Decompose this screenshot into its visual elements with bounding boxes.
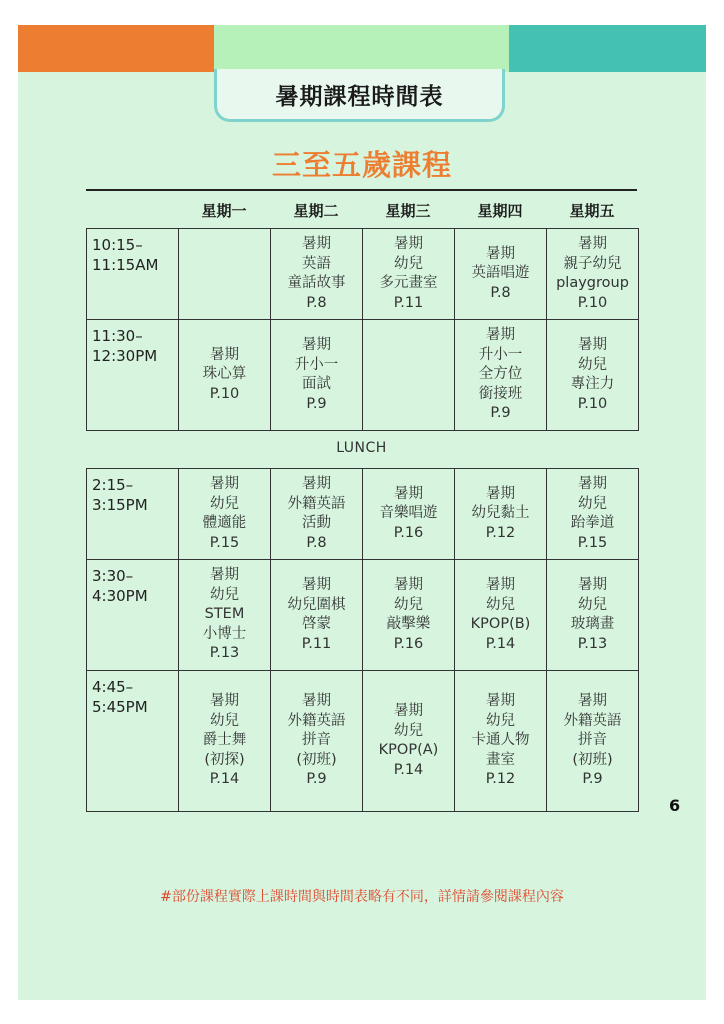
course-text: 爵士舞 xyxy=(202,732,247,749)
course-text: 跆拳道 xyxy=(570,515,615,531)
course-cell xyxy=(455,320,547,431)
course-text: P.12 xyxy=(485,771,516,788)
lunch-label: LUNCH xyxy=(336,440,387,456)
course-cell xyxy=(455,469,547,560)
course-text: (初班) xyxy=(572,751,613,768)
course-text: 專注力 xyxy=(570,376,615,392)
course-text: KPOP(B) xyxy=(470,616,531,632)
course-text: 暑期 xyxy=(578,337,607,353)
course-cell xyxy=(547,671,639,812)
table-row xyxy=(87,320,639,431)
course-text: 幼兒 xyxy=(578,495,607,512)
course-cell xyxy=(455,560,547,671)
course-text: 幼兒黏土 xyxy=(471,505,530,522)
course-text: 暑期 xyxy=(486,245,515,262)
course-cell xyxy=(455,671,547,812)
course-cell xyxy=(547,229,639,320)
course-text: 升小一 xyxy=(294,356,339,373)
day-header-4: 星期四 xyxy=(477,202,523,220)
course-cell xyxy=(547,469,639,560)
course-text: P.11 xyxy=(301,635,332,652)
time-slot xyxy=(87,671,179,812)
course-text: 童話故事 xyxy=(287,275,346,291)
course-text: P.10 xyxy=(577,294,608,311)
course-text: P.9 xyxy=(582,771,603,788)
course-text: 音樂唱遊 xyxy=(379,505,438,522)
course-text: 幼兒 xyxy=(210,495,239,512)
course-text: 幼兒 xyxy=(578,356,607,373)
course-text: 暑期 xyxy=(302,236,331,252)
course-text: 卡通人物 xyxy=(471,732,530,749)
course-text: 暑期 xyxy=(394,577,423,593)
course-text: P.14 xyxy=(485,635,516,652)
course-text: P.13 xyxy=(209,645,240,662)
course-text: 面試 xyxy=(302,376,331,392)
course-text: 暑期 xyxy=(486,327,515,344)
empty-cell xyxy=(179,229,271,320)
course-text: P.8 xyxy=(306,534,327,551)
course-cell xyxy=(363,469,455,560)
time-text: 3:15PM xyxy=(92,496,148,514)
course-text: 幼兒 xyxy=(394,722,423,739)
course-cell xyxy=(271,560,363,671)
course-text: P.14 xyxy=(393,761,424,778)
time-slot xyxy=(87,560,179,671)
course-text: 幼兒圍棋 xyxy=(287,596,346,613)
course-cell xyxy=(271,671,363,812)
course-text: 幼兒 xyxy=(394,255,423,272)
course-text: 幼兒 xyxy=(486,596,515,613)
course-text: 升小一 xyxy=(478,346,523,363)
course-text: P.10 xyxy=(577,395,608,412)
course-text: P.12 xyxy=(485,524,516,541)
time-slot xyxy=(87,469,179,560)
course-cell xyxy=(547,560,639,671)
empty-cell xyxy=(363,320,455,431)
course-text: 玻璃畫 xyxy=(570,616,615,632)
course-cell xyxy=(547,320,639,431)
course-text: KPOP(A) xyxy=(378,742,439,758)
course-cell xyxy=(179,320,271,431)
table-row xyxy=(87,671,639,812)
time-text: 3:30– xyxy=(92,567,134,585)
course-text: 畫室 xyxy=(486,751,515,768)
course-cell xyxy=(363,560,455,671)
course-text: P.13 xyxy=(577,635,608,652)
course-text: P.9 xyxy=(306,771,327,788)
time-slot xyxy=(87,320,179,431)
course-text: P.11 xyxy=(393,294,424,311)
course-text: P.14 xyxy=(209,771,240,788)
course-cell xyxy=(271,469,363,560)
course-text: P.10 xyxy=(209,385,240,402)
course-text: 小博士 xyxy=(202,625,247,642)
header-band-orange xyxy=(18,25,214,72)
course-text: 暑期 xyxy=(578,577,607,593)
course-text: 暑期 xyxy=(210,476,239,492)
course-text: (初探) xyxy=(204,751,245,768)
time-text: 12:30PM xyxy=(92,347,158,365)
course-text: P.15 xyxy=(577,534,608,551)
time-text: 4:30PM xyxy=(92,587,148,605)
course-text: 幼兒 xyxy=(486,712,515,729)
time-text: 11:30– xyxy=(92,327,143,345)
footnote: #部份課程實際上課時間與時間表略有不同，詳情請參閱課程內容 xyxy=(160,889,564,905)
course-text: P.15 xyxy=(209,534,240,551)
page-title: 暑期課程時間表 xyxy=(275,82,444,110)
course-text: 暑期 xyxy=(302,693,331,710)
table-row xyxy=(87,560,639,671)
course-text: P.9 xyxy=(490,405,511,422)
course-cell xyxy=(271,229,363,320)
course-cell xyxy=(363,229,455,320)
course-text: 暑期 xyxy=(302,337,331,353)
course-text: 幼兒 xyxy=(210,712,239,729)
course-text: 敲擊樂 xyxy=(386,616,431,632)
day-header-5: 星期五 xyxy=(569,202,615,220)
section-title: 三至五歲課程 xyxy=(271,148,452,182)
course-text: 幼兒 xyxy=(210,586,239,603)
header-rule xyxy=(86,189,637,191)
course-text: 暑期 xyxy=(210,346,239,363)
course-cell xyxy=(455,229,547,320)
course-text: 暑期 xyxy=(302,577,331,593)
afternoon-schedule-table xyxy=(86,468,639,812)
course-text: 珠心算 xyxy=(202,366,247,383)
course-text: 暑期 xyxy=(210,567,239,584)
course-text: 幼兒 xyxy=(578,596,607,613)
course-text: 外籍英語 xyxy=(563,712,622,729)
day-header-row xyxy=(86,200,637,228)
time-text: 11:15AM xyxy=(92,256,159,274)
table-row xyxy=(87,229,639,320)
course-text: 親子幼兒 xyxy=(563,255,622,272)
header-band-green xyxy=(214,25,509,72)
course-text: 暑期 xyxy=(302,476,331,492)
course-text: P.16 xyxy=(393,635,424,652)
course-cell xyxy=(179,560,271,671)
time-text: 2:15– xyxy=(92,476,134,494)
course-text: 幼兒 xyxy=(394,596,423,613)
course-text: 暑期 xyxy=(394,236,423,252)
course-cell xyxy=(271,320,363,431)
course-text: P.8 xyxy=(490,284,511,301)
course-text: P.16 xyxy=(393,524,424,541)
course-text: 英語 xyxy=(302,255,331,272)
course-text: 拼音 xyxy=(302,732,331,749)
course-text: playgroup xyxy=(556,275,629,291)
course-cell xyxy=(179,671,271,812)
course-text: 暑期 xyxy=(210,693,239,710)
course-text: 多元畫室 xyxy=(379,275,438,291)
course-text: P.8 xyxy=(306,294,327,311)
course-text: STEM xyxy=(204,606,245,623)
course-text: (初班) xyxy=(296,751,337,768)
course-text: 體適能 xyxy=(202,515,247,531)
table-row xyxy=(87,469,639,560)
course-text: 外籍英語 xyxy=(287,495,346,512)
time-text: 4:45– xyxy=(92,678,134,696)
time-text: 10:15– xyxy=(92,236,143,254)
day-header-1: 星期一 xyxy=(201,202,247,220)
page-number: 6 xyxy=(669,796,681,815)
course-text: 拼音 xyxy=(578,732,607,749)
page-background xyxy=(18,25,706,1000)
course-text: 暑期 xyxy=(486,485,515,502)
day-header-2: 星期二 xyxy=(293,202,339,220)
course-text: 暑期 xyxy=(486,693,515,710)
course-text: 暑期 xyxy=(578,236,607,252)
course-text: 暑期 xyxy=(394,703,423,719)
title-tab xyxy=(214,69,505,122)
course-text: 暑期 xyxy=(578,693,607,710)
course-cell xyxy=(179,469,271,560)
course-text: 暑期 xyxy=(578,476,607,492)
course-cell xyxy=(363,671,455,812)
course-text: 外籍英語 xyxy=(287,712,346,729)
day-header-3: 星期三 xyxy=(385,202,431,220)
course-text: 暑期 xyxy=(486,577,515,593)
course-text: 活動 xyxy=(302,515,331,531)
time-slot xyxy=(87,229,179,320)
course-text: 啓蒙 xyxy=(302,616,331,632)
course-text: 銜接班 xyxy=(478,385,523,402)
course-text: 英語唱遊 xyxy=(471,265,530,282)
course-text: P.9 xyxy=(306,395,327,412)
course-text: 暑期 xyxy=(394,485,423,502)
header-band-teal xyxy=(509,25,706,72)
morning-schedule-table xyxy=(86,228,639,431)
course-text: 全方位 xyxy=(478,366,523,383)
time-text: 5:45PM xyxy=(92,698,148,716)
